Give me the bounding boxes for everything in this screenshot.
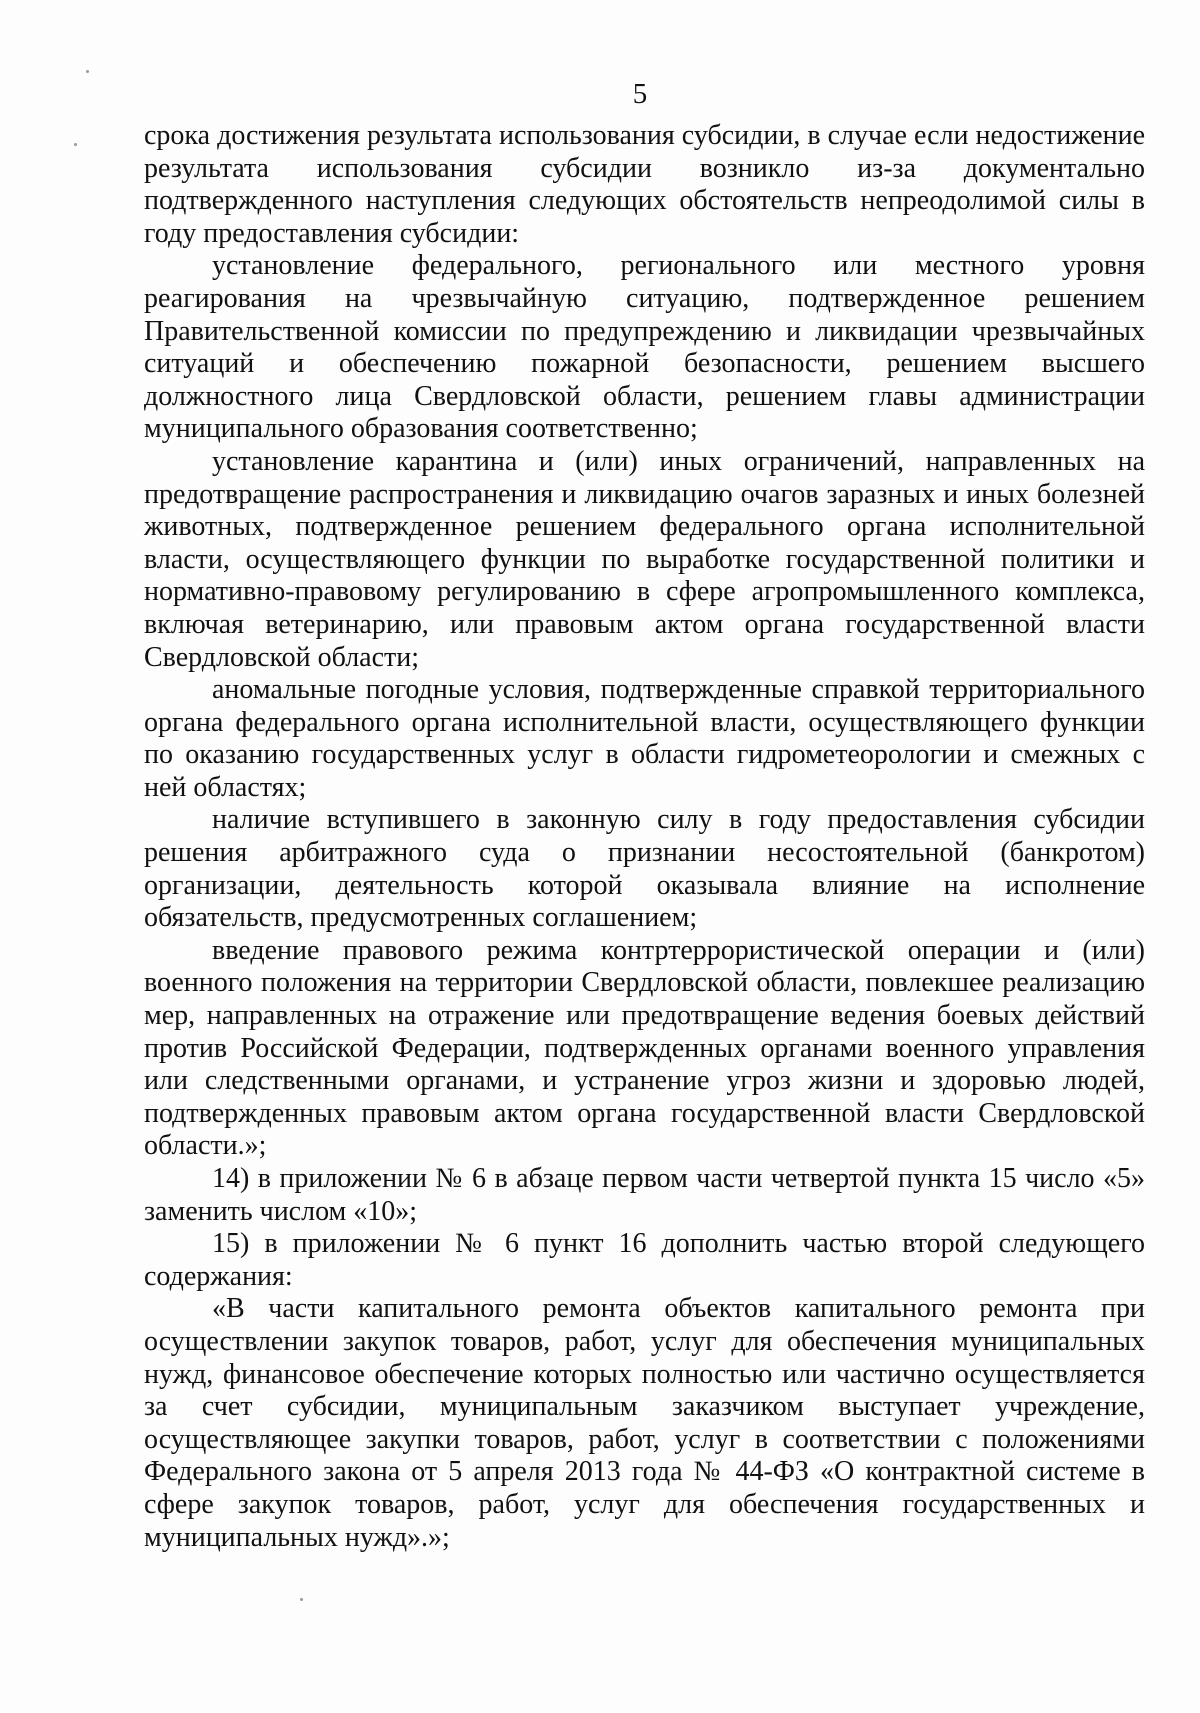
paragraph-intro: срока достижения результата использования субсидии, в случае если недостижение результата использования субсидии возникло из-за документально подтвержденного наступления следующих обстоятельств непреодолимой силы в году предоставления субсидии: — [144, 120, 1145, 249]
scan-speck — [74, 143, 77, 146]
paragraph-item-14: 14) в приложении № 6 в абзаце первом части четвертой пункта 15 число «5» заменить числом «10»; — [144, 1163, 1145, 1227]
paragraph-counterterrorism: введение правового режима контртеррористической операции и (или) военного положения на территории Свердловской области, повлекшее реализацию мер, направленных на отражение или предотвращение ведения боевых действий против Российской Федерации, подтвержденных органами военного управления или следственными органами, и устранение угроз жизни и здоровью людей, подтвержденных правовым актом органа государственной власти Свердловской области.»; — [144, 934, 1145, 1162]
paragraph-bankruptcy: наличие вступившего в законную силу в году предоставления субсидии решения арбитражного суда о признании несостоятельной (банкротом) организации, деятельность которой оказывала влияние на исполнение обязательств, предусмотренных соглашением; — [144, 804, 1145, 934]
scan-speck — [300, 1598, 303, 1601]
document-body — [144, 120, 1145, 1554]
paragraph-item-15: 15) в приложении № 6 пункт 16 дополнить частью второй следующего содержания: — [144, 1228, 1145, 1292]
paragraph-capital-repair: «В части капитального ремонта объектов капитального ремонта при осуществлении закупок товаров, работ, услуг для обеспечения муниципальных нужд, финансовое обеспечение которых полностью или частично осуществляется за счет субсидии, муниципальным заказчиком выступает учреждение, осуществляющее закупки товаров, работ, услуг в соответствии с положениями Федерального закона от 5 апреля 2013 года № 44-ФЗ «О контрактной системе в сфере закупок товаров, работ, услуг для обеспечения государственных и муниципальных нужд».»; — [144, 1293, 1145, 1553]
paragraph-emergency: установление федерального, регионального или местного уровня реагирования на чрезвычайную ситуацию, подтвержденное решением Правительственной комиссии по предупреждению и ликвидации чрезвычайных ситуаций и обеспечению пожарной безопасности, решением высшего должностного лица Свердловской области, решением главы администрации муниципального образования соответственно; — [144, 250, 1145, 445]
scan-speck — [86, 70, 89, 73]
page-number: 5 — [632, 78, 648, 110]
paragraph-quarantine: установление карантина и (или) иных ограничений, направленных на предотвращение распространения и ликвидацию очагов заразных и иных болезней животных, подтвержденное решением федерального органа исполнительной власти, осуществляющего функции по выработке государственной политики и нормативно-правовому регулированию в сфере агропромышленного комплекса, включая ветеринарию, или правовым актом органа государственной власти Свердловской области; — [144, 445, 1145, 673]
paragraph-weather: аномальные погодные условия, подтвержденные справкой территориального органа федерального органа исполнительной власти, осуществляющего функции по оказанию государственных услуг в области гидрометеорологии и смежных с ней областях; — [144, 674, 1145, 803]
